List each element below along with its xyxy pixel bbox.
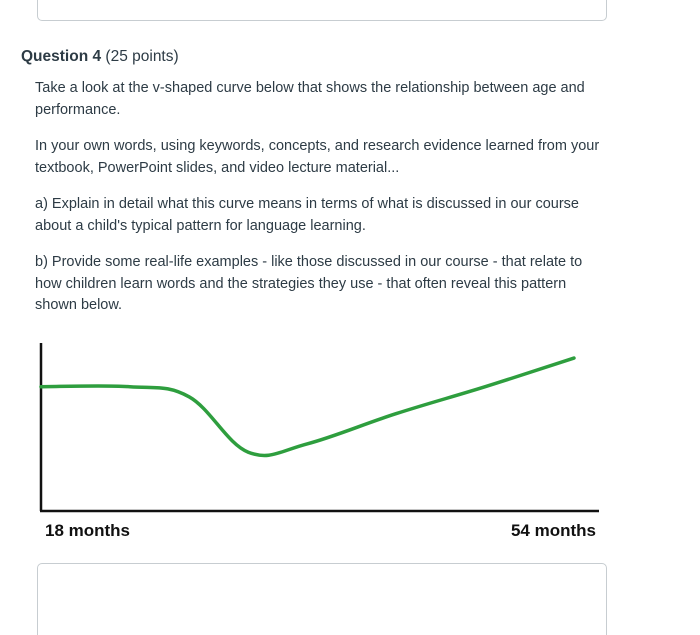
- v-shaped-curve-chart: [30, 335, 610, 550]
- question-title: Question 4: [21, 48, 102, 65]
- question-header: [21, 48, 179, 66]
- question-paragraph-part-b: b) Provide some real-life examples - like those discussed in our course - that relate to how children learn words and the strategies they use - that often reveal this pattern shown below.: [35, 254, 583, 313]
- x-tick-label-start: 18 months: [45, 521, 131, 540]
- curve-point-5: [395, 412, 398, 415]
- x-tick-label-end: 54 months: [510, 521, 596, 540]
- answer-text-box[interactable]: [37, 563, 607, 635]
- curve-point-7: [573, 357, 576, 360]
- curve-point-0: [40, 385, 43, 388]
- curve-data-points: [40, 357, 576, 454]
- question-paragraph-intro: Take a look at the v-shaped curve below that shows the relationship between age and performance.: [35, 80, 585, 118]
- curve-point-2: [188, 395, 191, 398]
- question-text: [35, 78, 607, 332]
- previous-answer-box[interactable]: [37, 0, 607, 21]
- curve-point-3: [247, 451, 250, 454]
- curve-point-6: [484, 385, 487, 388]
- curve-point-4: [306, 442, 309, 445]
- performance-curve-line: [41, 358, 574, 455]
- question-points: (25 points): [105, 48, 179, 65]
- curve-point-1: [128, 385, 131, 388]
- question-paragraph-instructions: In your own words, using keywords, concepts, and research evidence learned from your textbook, PowerPoint slides, and video lecture material...: [35, 138, 600, 176]
- question-paragraph-part-a: a) Explain in detail what this curve means in terms of what is discussed in our course about a child's typical pattern for language learning.: [35, 196, 579, 234]
